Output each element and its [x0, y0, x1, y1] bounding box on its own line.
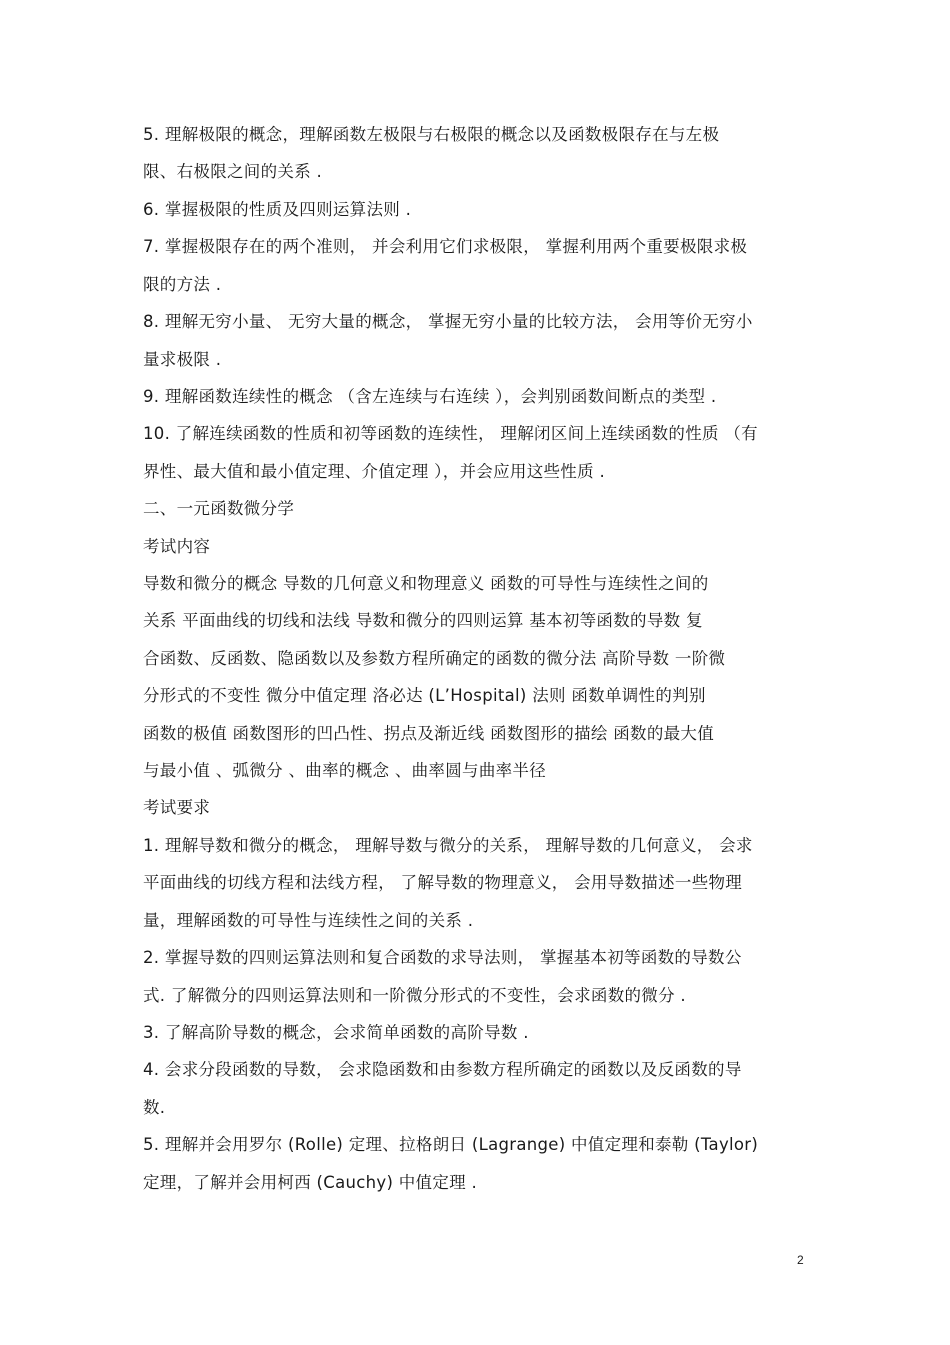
text-line: 平面曲线的切线方程和法线方程， 了解导数的物理意义， 会用导数描述一些物理 [143, 873, 743, 892]
section-heading: 二、一元函数微分学 [143, 499, 295, 518]
text-line: 函数的极值 函数图形的凹凸性、拐点及渐近线 函数图形的描绘 函数的最大值 [143, 724, 715, 743]
subsection-heading: 考试内容 [143, 537, 211, 556]
text-line: 限的方法 . [143, 275, 222, 294]
text-line: 导数和微分的概念 导数的几何意义和物理意义 函数的可导性与连续性之间的 [143, 574, 709, 593]
text-line: 6. 掌握极限的性质及四则运算法则 . [143, 200, 412, 219]
text-line: 7. 掌握极限存在的两个准则， 并会利用它们求极限， 掌握利用两个重要极限求极 [143, 237, 748, 256]
text-line: 分形式的不变性 微分中值定理 洛必达 (L’Hospital) 法则 函数单调性的判别 [143, 686, 706, 705]
text-line: 限、右极限之间的关系 . [143, 162, 323, 181]
text-line: 式. 了解微分的四则运算法则和一阶微分形式的不变性，会求函数的微分 . [143, 986, 686, 1005]
text-line: 5. 理解极限的概念，理解函数左极限与右极限的概念以及函数极限存在与左极 [143, 125, 720, 144]
text-line: 量，理解函数的可导性与连续性之间的关系 . [143, 911, 474, 930]
text-line: 5. 理解并会用罗尔 (Rolle) 定理、拉格朗日 (Lagrange) 中值定理和泰勒 (Taylor) [143, 1135, 759, 1154]
text-line: 10. 了解连续函数的性质和初等函数的连续性， 理解闭区间上连续函数的性质 （有 [143, 424, 758, 443]
text-line: 3. 了解高阶导数的概念，会求简单函数的高阶导数 . [143, 1023, 529, 1042]
subsection-heading: 考试要求 [143, 798, 211, 817]
text-line: 8. 理解无穷小量、 无穷大量的概念， 掌握无穷小量的比较方法， 会用等价无穷小 [143, 312, 753, 331]
page-number: 2 [797, 1253, 804, 1267]
text-line: 量求极限 . [143, 350, 222, 369]
text-line: 合函数、反函数、隐函数以及参数方程所确定的函数的微分法 高阶导数 一阶微 [143, 649, 726, 668]
text-line: 关系 平面曲线的切线和法线 导数和微分的四则运算 基本初等函数的导数 复 [143, 611, 703, 630]
text-line: 2. 掌握导数的四则运算法则和复合函数的求导法则， 掌握基本初等函数的导数公 [143, 948, 742, 967]
text-line: 界性、最大值和最小值定理、介值定理 ），并会应用这些性质 . [143, 462, 605, 481]
text-line: 与最小值 、弧微分 、曲率的概念 、曲率圆与曲率半径 [143, 761, 547, 780]
text-line: 9. 理解函数连续性的概念 （含左连续与右连续 ），会判别函数间断点的类型 . [143, 387, 717, 406]
text-line: 4. 会求分段函数的导数， 会求隐函数和由参数方程所确定的函数以及反函数的导 [143, 1060, 742, 1079]
text-line: 1. 理解导数和微分的概念， 理解导数与微分的关系， 理解导数的几何意义， 会求 [143, 836, 753, 855]
text-line: 定理，了解并会用柯西 (Cauchy) 中值定理 . [143, 1173, 478, 1192]
text-line: 数. [143, 1098, 166, 1117]
